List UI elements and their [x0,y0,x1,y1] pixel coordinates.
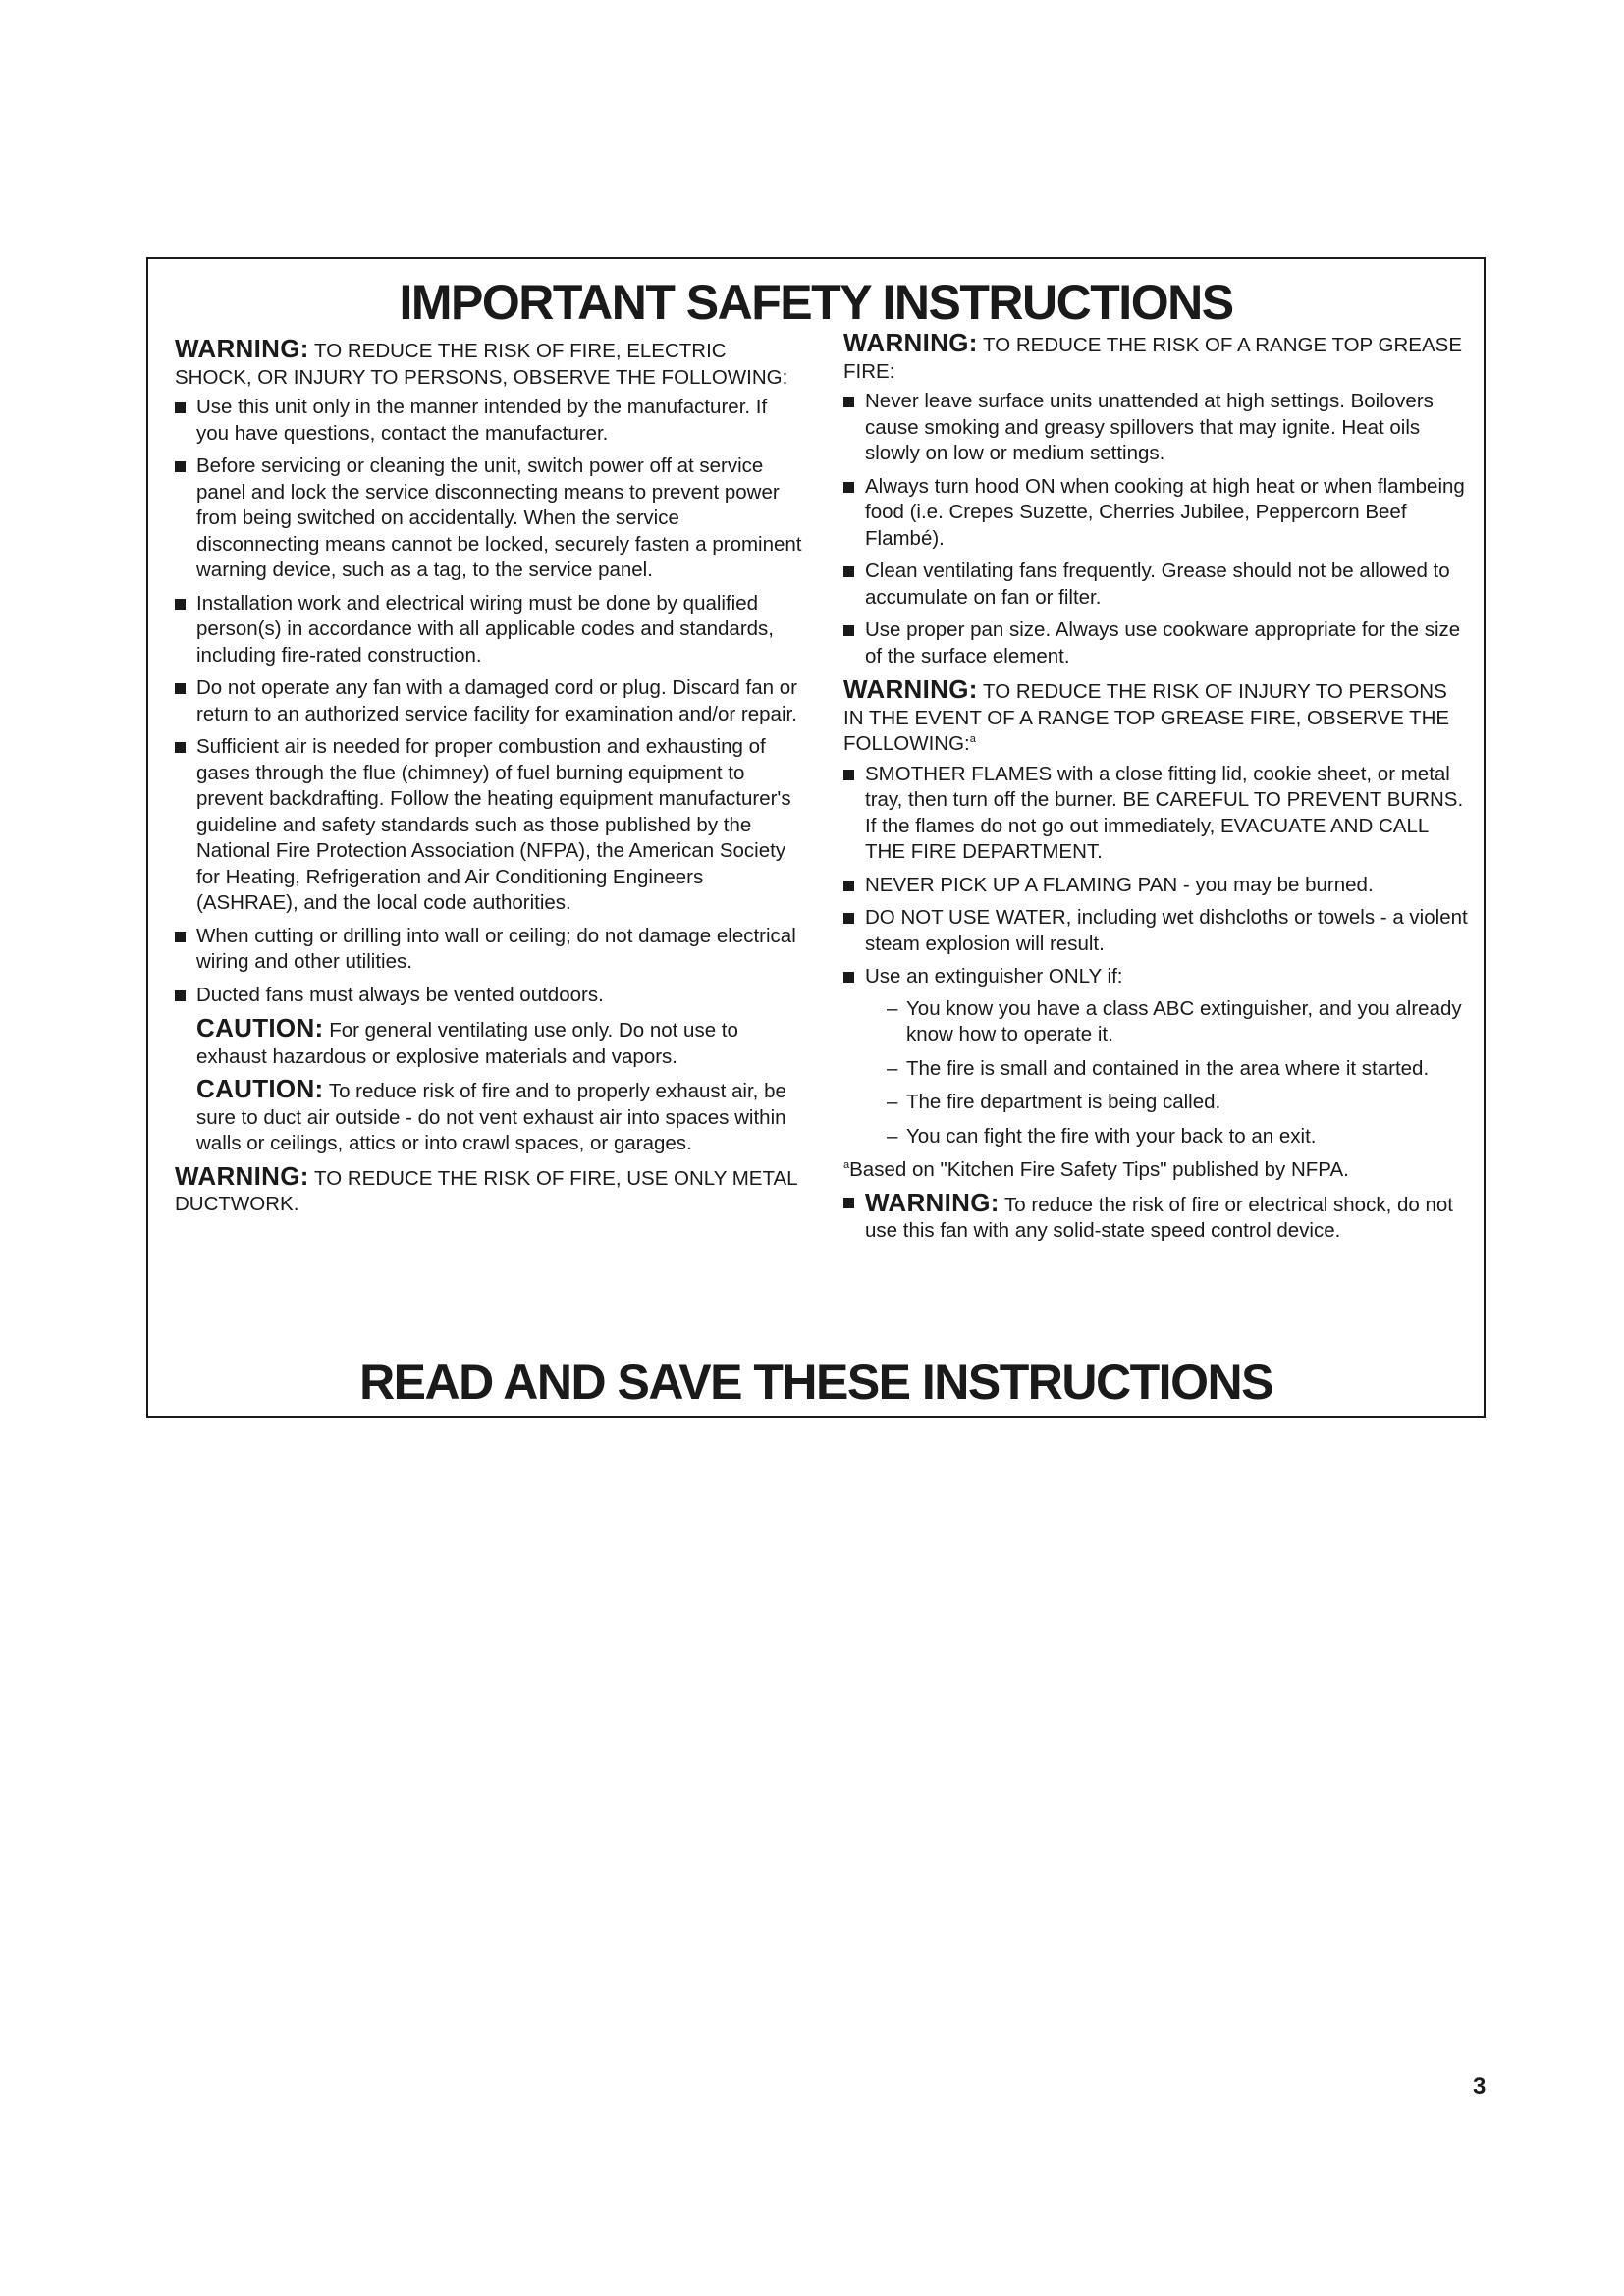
caution-label: CAUTION: [196,1074,324,1103]
list-item [175,395,803,447]
injury-bullet-list [843,762,1472,1150]
footnote-marker: a [843,1159,850,1172]
list-item [175,983,803,1009]
bullet-square-icon [175,599,186,610]
list-item-text: Use proper pan size. Always use cookware appropriate for the size of the surface element. [865,618,1461,667]
warning-text: TO REDUCE THE RISK OF FIRE, ELECTRIC SHOCK, OR INJURY TO PERSONS, OBSERVE THE FOLLOWING: [175,340,788,389]
bullet-square-icon [843,482,854,493]
footer-title: READ AND SAVE THESE INSTRUCTIONS [359,1355,1272,1410]
list-item-text: Clean ventilating fans frequently. Grease should not be allowed to accumulate on fan or filter. [865,560,1450,609]
warning-label: WARNING: [843,674,978,704]
list-item [843,905,1472,957]
caution-text: For general ventilating use only. Do not use to exhaust hazardous or explosive materials and vapors. [196,1019,738,1068]
bullet-square-icon [843,972,854,983]
list-item-text: Never leave surface units unattended at high settings. Boilovers cause smoking and greasy spillovers that may ignite. Heat oils slowly on low or medium settings. [865,390,1434,464]
list-item-text: Before servicing or cleaning the unit, switch power off at service panel and lock the service disconnecting means to prevent power from being switched on accidentally. When the service disconnecting means cannot be locked, securely fasten a prominent warning device, such as a tag, to the service panel. [196,454,802,581]
list-item [175,924,803,976]
list-item [175,734,803,917]
page-number: 3 [1473,2073,1487,2100]
list-item-text: Installation work and electrical wiring must be done by qualified person(s) in accordance with all applicable codes and standards, including fire-rated construction. [196,591,775,667]
list-item [843,964,1472,1149]
left-column [175,336,803,1222]
footnote-marker: a [969,733,976,746]
list-item-text: SMOTHER FLAMES with a close fitting lid, cookie sheet, or metal tray, then turn off the burner. BE CAREFUL TO PREVENT BURNS. If the flames do not go out immediately, EVACUATE AND CALL THE FIRE DEPARTMENT. [865,762,1464,863]
list-item [843,389,1472,467]
list-item-text: DO NOT USE WATER, including wet dishcloths or towels - a violent steam explosion will result. [865,906,1468,955]
list-item [175,591,803,669]
footnote-text: Based on "Kitchen Fire Safety Tips" published by NFPA. [849,1158,1349,1181]
warning-text: TO REDUCE THE RISK OF A RANGE TOP GREASE FIRE: [843,334,1462,383]
bullet-square-icon [175,461,186,472]
bullet-square-icon [175,742,186,753]
list-item [887,1124,1472,1150]
caution-text: To reduce risk of fire and to properly exhaust air, be sure to duct air outside - do not vent exhaust air into spaces within walls or ceilings, attics or into crawl spaces, or garages. [196,1080,786,1154]
list-item-text: Do not operate any fan with a damaged cord or plug. Discard fan or return to an authorized service facility for examination and/or repair. [196,676,797,725]
dash-icon: – [887,1091,898,1113]
caution-general-use [175,1015,803,1070]
bullet-square-icon [843,1198,854,1208]
list-item-text: The fire department is being called. [906,1091,1221,1113]
list-item-text: When cutting or drilling into wall or ceiling; do not damage electrical wiring and other utilities. [196,924,796,973]
list-item [175,675,803,727]
bullet-square-icon [175,990,186,1001]
list-item-text: Use this unit only in the manner intended by the manufacturer. If you have questions, contact the manufacturer. [196,396,768,445]
list-item [843,1187,1472,1245]
warning-fire-shock-injury [175,336,803,391]
dash-icon: – [887,1056,898,1080]
list-item-text: Sufficient air is needed for proper combustion and exhausting of gases through the flue (chimney) of fuel burning equipment to prevent backdrafting. Follow the heating equipment manufacturer's guideline and safety standards such as those published by the National Fire Protection Association (NFPA), the American Society for Heating, Refrigeration and Air Conditioning Engineers (ASHRAE), and the local code authorities. [196,735,791,914]
bullet-square-icon [843,566,854,577]
extinguisher-conditions-list [865,996,1472,1150]
bullet-square-icon [175,683,186,694]
list-item [843,762,1472,866]
caution-duct-outside [175,1076,803,1157]
list-item [887,1056,1472,1083]
warning-text: TO REDUCE THE RISK OF FIRE, USE ONLY METAL DUCTWORK. [175,1166,797,1215]
list-item [843,559,1472,611]
list-item-text: The fire is small and contained in the area where it started. [906,1056,1430,1080]
list-item-text: You know you have a class ABC extinguisher, and you already know how to operate it. [906,996,1462,1045]
speed-control-warning-list [843,1187,1472,1245]
warning-label: WARNING: [865,1187,1000,1217]
right-column [843,330,1472,1252]
list-item [843,474,1472,553]
list-item-text: Ducted fans must always be vented outdoors. [196,983,604,1006]
bullet-square-icon [175,932,186,942]
list-item [887,996,1472,1048]
bullet-square-icon [843,397,854,407]
warning-label: WARNING: [843,328,978,357]
bullet-square-icon [843,770,854,780]
list-item [175,454,803,584]
bullet-square-icon [843,625,854,636]
list-item-text: You can fight the fire with your back to an exit. [906,1124,1317,1148]
footnote [843,1157,1472,1184]
dash-icon: – [887,1124,898,1148]
grease-fire-bullet-list [843,389,1472,669]
warning-text: To reduce the risk of fire or electrical shock, do not use this fan with any solid-state speed control device. [865,1193,1453,1242]
page-title: IMPORTANT SAFETY INSTRUCTIONS [399,275,1233,330]
caution-label: CAUTION: [196,1013,324,1042]
warning-label: WARNING: [175,1160,309,1191]
warning-grease-fire [843,330,1472,385]
dash-icon: – [887,996,898,1020]
list-item-text: Always turn hood ON when cooking at high heat or when flambeing food (i.e. Crepes Suzette, Cherries Jubilee, Peppercorn Beef Flambé). [865,474,1465,550]
safety-instructions-box [146,257,1486,1418]
bullet-square-icon [843,881,854,891]
warning-label: WARNING: [175,334,309,363]
warning-text: TO REDUCE THE RISK OF INJURY TO PERSONS IN THE EVENT OF A RANGE TOP GREASE FIRE, OBSERVE THE FOLLOWING: [843,680,1450,755]
list-item [887,1090,1472,1116]
bullet-square-icon [843,913,854,924]
warning-injury-grease-fire [843,676,1472,758]
list-item-text: NEVER PICK UP A FLAMING PAN - you may be burned. [865,873,1374,896]
warning-metal-ductwork [175,1160,803,1218]
list-item-text: Use an extinguisher ONLY if: [865,965,1123,988]
list-item [843,617,1472,669]
left-bullet-list [175,395,803,1008]
bullet-square-icon [175,402,186,413]
list-item [843,873,1472,899]
